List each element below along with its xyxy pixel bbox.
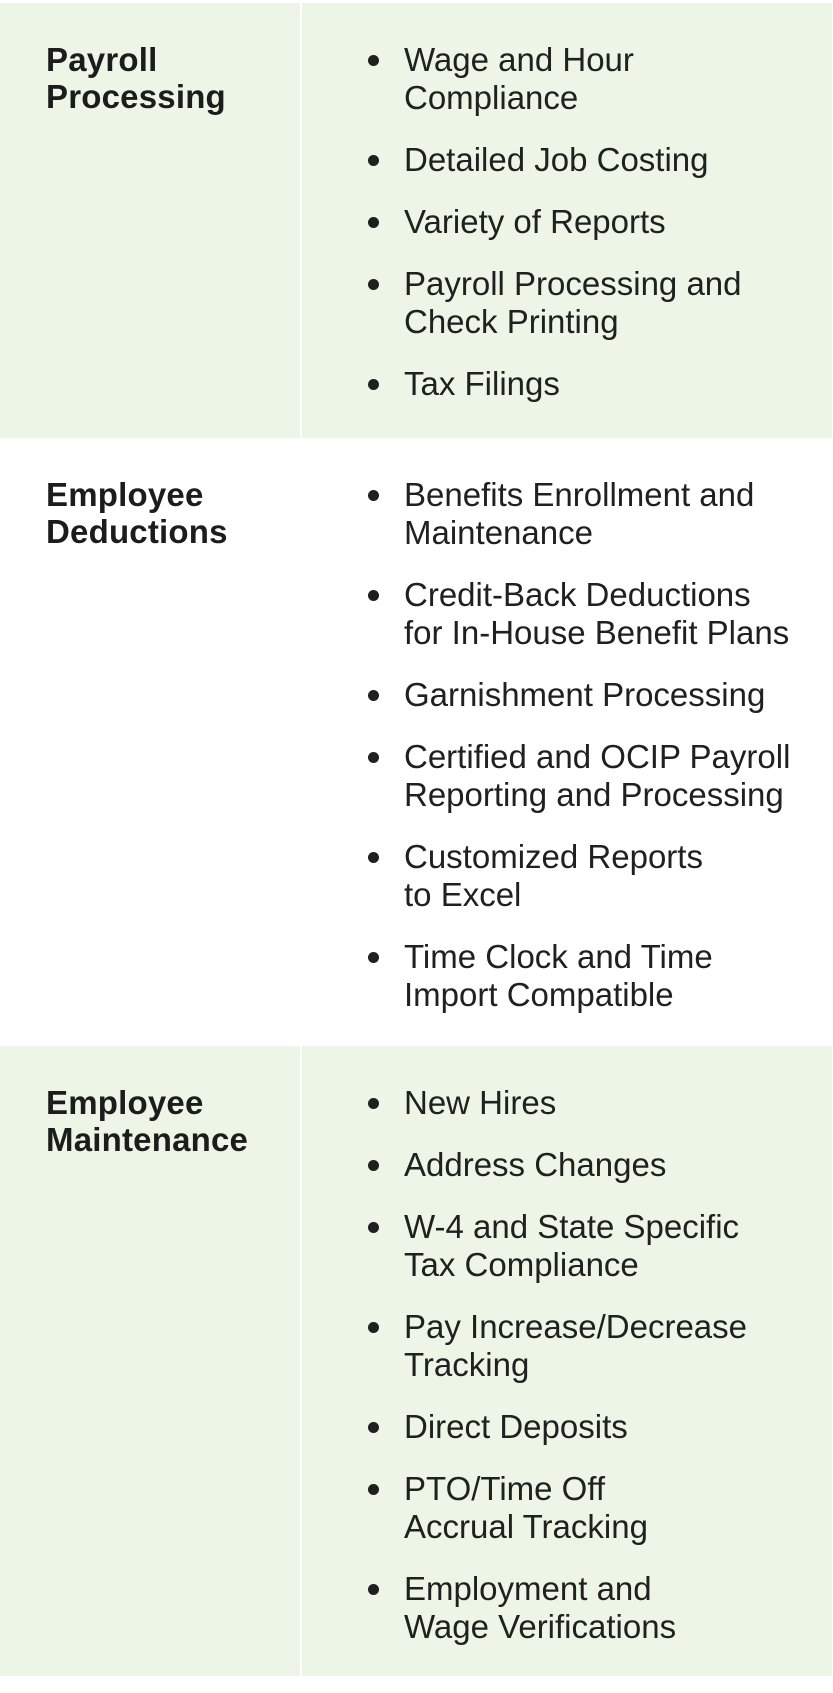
bullet-icon (368, 490, 379, 501)
section-heading-employee-deductions: Employee Deductions (0, 438, 300, 1046)
bullet-icon (368, 1584, 379, 1595)
bullet-icon (368, 1422, 379, 1433)
bullet-icon (368, 155, 379, 166)
list-item: Wage and Hour Compliance (302, 41, 812, 117)
list-item: Pay Increase/Decrease Tracking (302, 1308, 812, 1384)
bullet-icon (368, 1222, 379, 1233)
list-item: PTO/Time Off Accrual Tracking (302, 1470, 812, 1546)
bullet-icon (368, 1160, 379, 1171)
bullet-icon (368, 279, 379, 290)
bullet-icon (368, 1098, 379, 1109)
list-item: Garnishment Processing (302, 676, 812, 714)
section-row-employee-maintenance (0, 1046, 832, 1676)
section-items-payroll-processing (302, 3, 832, 438)
section-row-employee-deductions (0, 438, 832, 1046)
list-item: Address Changes (302, 1146, 812, 1184)
list-item: Tax Filings (302, 365, 812, 403)
bullet-icon (368, 217, 379, 228)
section-items-employee-deductions (302, 438, 832, 1046)
bullet-icon (368, 590, 379, 601)
list-item: Direct Deposits (302, 1408, 812, 1446)
list-item: Employment and Wage Verifications (302, 1570, 812, 1646)
list-item: Certified and OCIP Payroll Reporting and Processing (302, 738, 812, 814)
list-item: Payroll Processing and Check Printing (302, 265, 812, 341)
list-item: Benefits Enrollment and Maintenance (302, 476, 812, 552)
bullet-icon (368, 952, 379, 963)
bullet-icon (368, 690, 379, 701)
bullet-icon (368, 55, 379, 66)
services-table (0, 3, 832, 1676)
section-row-payroll-processing (0, 3, 832, 438)
list-item: Time Clock and Time Import Compatible (302, 938, 812, 1014)
bullet-icon (368, 1484, 379, 1495)
section-heading-employee-maintenance: Employee Maintenance (0, 1046, 300, 1676)
list-item: W-4 and State Specific Tax Compliance (302, 1208, 812, 1284)
bullet-icon (368, 752, 379, 763)
list-item: Detailed Job Costing (302, 141, 812, 179)
list-item: Customized Reports to Excel (302, 838, 812, 914)
list-item: Credit-Back Deductions for In-House Benefit Plans (302, 576, 812, 652)
list-item: Variety of Reports (302, 203, 812, 241)
section-heading-payroll-processing: Payroll Processing (0, 3, 300, 438)
section-items-employee-maintenance (302, 1046, 832, 1676)
bullet-icon (368, 379, 379, 390)
bullet-icon (368, 852, 379, 863)
list-item: New Hires (302, 1084, 812, 1122)
bullet-icon (368, 1322, 379, 1333)
